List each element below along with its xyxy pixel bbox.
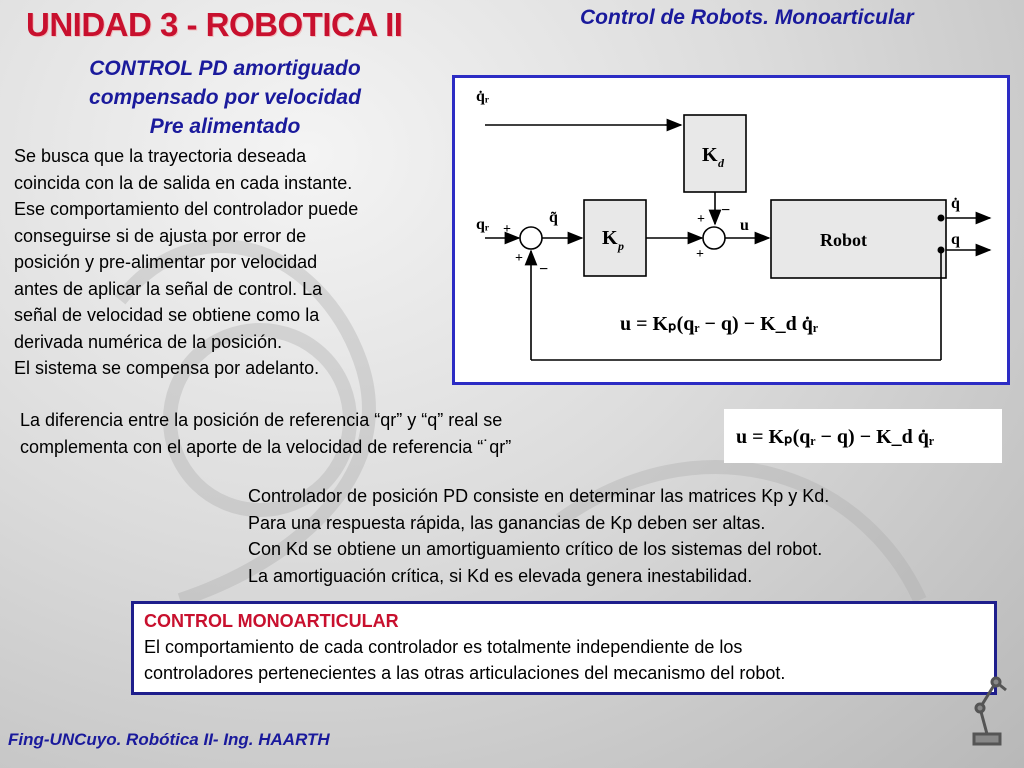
description-line: Ese comportamiento del controlador puede — [14, 199, 359, 219]
diagram-equation: u = Kₚ(qᵣ − q) − K_d q̇ᵣ — [620, 313, 818, 335]
difference-line-2: complementa con el aporte de la velocidad de referencia “˙qr” — [20, 436, 512, 457]
qr-label: qᵣ — [476, 216, 489, 233]
difference-line-1: La diferencia entre la posición de referencia “qr” y “q” real se — [20, 410, 503, 430]
subtitle-line-2: compensado por velocidad — [89, 86, 361, 109]
control-law-formula — [724, 409, 1002, 463]
formula-svg — [724, 409, 1002, 463]
description-line: posición y pre-alimentar por velocidad — [14, 252, 318, 272]
monoarticular-line-2: controladores pertenecientes a las otras articulaciones del mecanismo del robot. — [144, 663, 786, 683]
monoarticular-line-1: El comportamiento de cada controlador es totalmente independiente de los — [144, 637, 743, 657]
sum1-minus: − — [539, 261, 549, 278]
description-line: señal de velocidad se obtiene como la — [14, 305, 320, 325]
kd-sub: d — [718, 156, 724, 170]
subtitle-line-1: CONTROL PD amortiguado — [89, 57, 361, 80]
sum2-plus-bottom: + — [696, 247, 704, 262]
footer-credit: Fing-UNCuyo. Robótica II- Ing. HAARTH — [8, 730, 330, 749]
formula-text: u = Kₚ(qᵣ − q) − K_d q̇ᵣ — [736, 426, 934, 448]
block-diagram — [452, 75, 1010, 385]
kp-label: K — [602, 227, 618, 249]
kd-label: K — [702, 144, 718, 166]
pd-line: Controlador de posición PD consiste en determinar las matrices Kp y Kd. — [248, 486, 830, 506]
slide-subtitle — [40, 54, 410, 141]
error-label: q̃ — [549, 209, 558, 226]
description-paragraph — [14, 143, 358, 382]
description-line: Se busca que la trayectoria deseada — [14, 146, 307, 166]
qr-dot-label: q̇ᵣ — [476, 88, 489, 105]
description-line: conseguirse si de ajusta por error de — [14, 225, 307, 246]
robot-label: Robot — [820, 230, 868, 250]
u-label: u — [740, 217, 749, 234]
q-output-label: q — [951, 231, 960, 248]
difference-paragraph — [20, 407, 511, 460]
sum1-plus: + — [503, 222, 511, 237]
pd-line: Para una respuesta rápida, las ganancias de Kp deben ser altas. — [248, 512, 766, 533]
sum2-minus: − — [721, 202, 731, 219]
description-line: El sistema se compensa por adelanto. — [14, 358, 320, 378]
monoarticular-title: CONTROL MONOARTICULAR — [144, 611, 399, 631]
sum2-plus: + — [697, 212, 705, 227]
pd-line: La amortiguación crítica, si Kd es elevada genera inestabilidad. — [248, 565, 753, 586]
block-diagram-svg — [455, 78, 1007, 382]
description-line: antes de aplicar la señal de control. La — [14, 278, 323, 299]
description-line: derivada numérica de la posición. — [14, 331, 283, 352]
monoarticular-box — [131, 601, 997, 695]
summer-1 — [520, 227, 542, 249]
pd-controller-paragraph — [248, 483, 829, 589]
slide-topic: Control de Robots. Monoarticular — [580, 6, 914, 29]
sum1-plus-bottom: + — [515, 251, 523, 266]
subtitle-line-3: Pre alimentado — [149, 115, 301, 138]
slide-title: UNIDAD 3 - ROBOTICA II — [26, 6, 403, 43]
robot-arm-icon — [966, 668, 1016, 748]
summer-2 — [703, 227, 725, 249]
q-dot-output-label: q̇ — [951, 195, 960, 212]
pd-line: Con Kd se obtiene un amortiguamiento crítico de los sistemas del robot. — [248, 539, 823, 559]
description-line: coincida con la de salida en cada instante. — [14, 172, 353, 193]
kp-sub: p — [618, 239, 624, 253]
